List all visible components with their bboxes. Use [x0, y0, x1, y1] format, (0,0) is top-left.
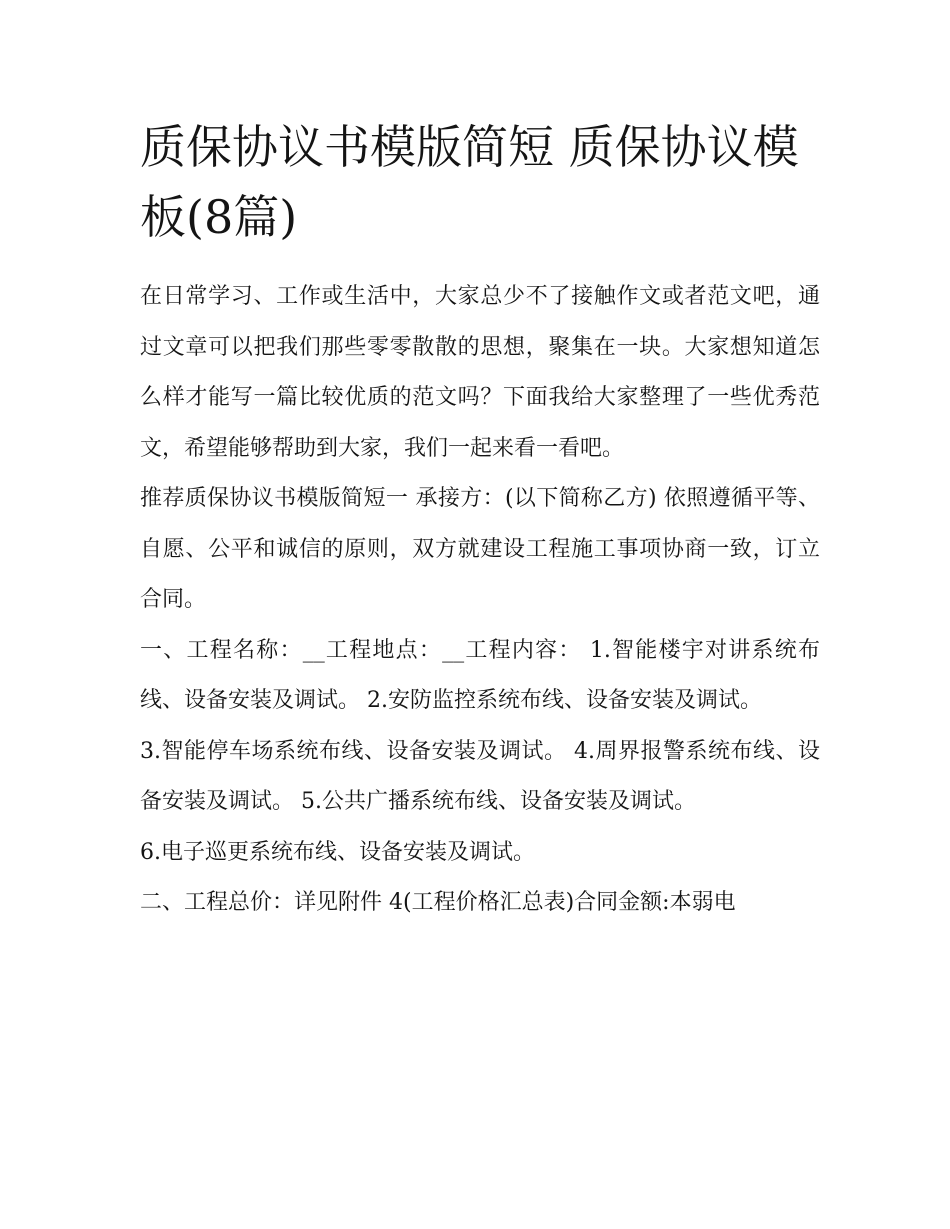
document-body — [140, 272, 820, 929]
document-title: 质保协议书模版简短 质保协议模板(8篇) — [140, 120, 799, 244]
total-price-paragraph: 二、工程总价：详见附件 4(工程价格汇总表)合同金额:本弱电 — [140, 890, 736, 915]
project-name-paragraph: 一、工程名称：__工程地点：__工程内容： 1.智能楼宇对讲系统布线、设备安装及调试。 2.安防监控系统布线、设备安装及调试。 — [140, 637, 820, 713]
document-content — [140, 112, 820, 929]
patrol-system-paragraph: 6.电子巡更系统布线、设备安装及调试。 — [140, 839, 535, 865]
intro-paragraph: 在日常学习、工作或生活中，大家总少不了接触作文或者范文吧，通过文章可以把我们那些零零散散的思想，聚集在一块。大家想知道怎么样才能写一篇比较优质的范文吗？下面我给大家整理了一些优秀范文，希望能够帮助到大家，我们一起来看一看吧。 — [140, 284, 820, 461]
system-list-paragraph: 3.智能停车场系统布线、设备安装及调试。 4.周界报警系统布线、设备安装及调试。 5.公共广播系统布线、设备安装及调试。 — [140, 738, 820, 814]
contractor-paragraph: 推荐质保协议书模版简短一 承接方：(以下简称乙方) 依照遵循平等、自愿、公平和诚信的原则，双方就建设工程施工事项协商一致，订立合同。 — [140, 486, 820, 612]
